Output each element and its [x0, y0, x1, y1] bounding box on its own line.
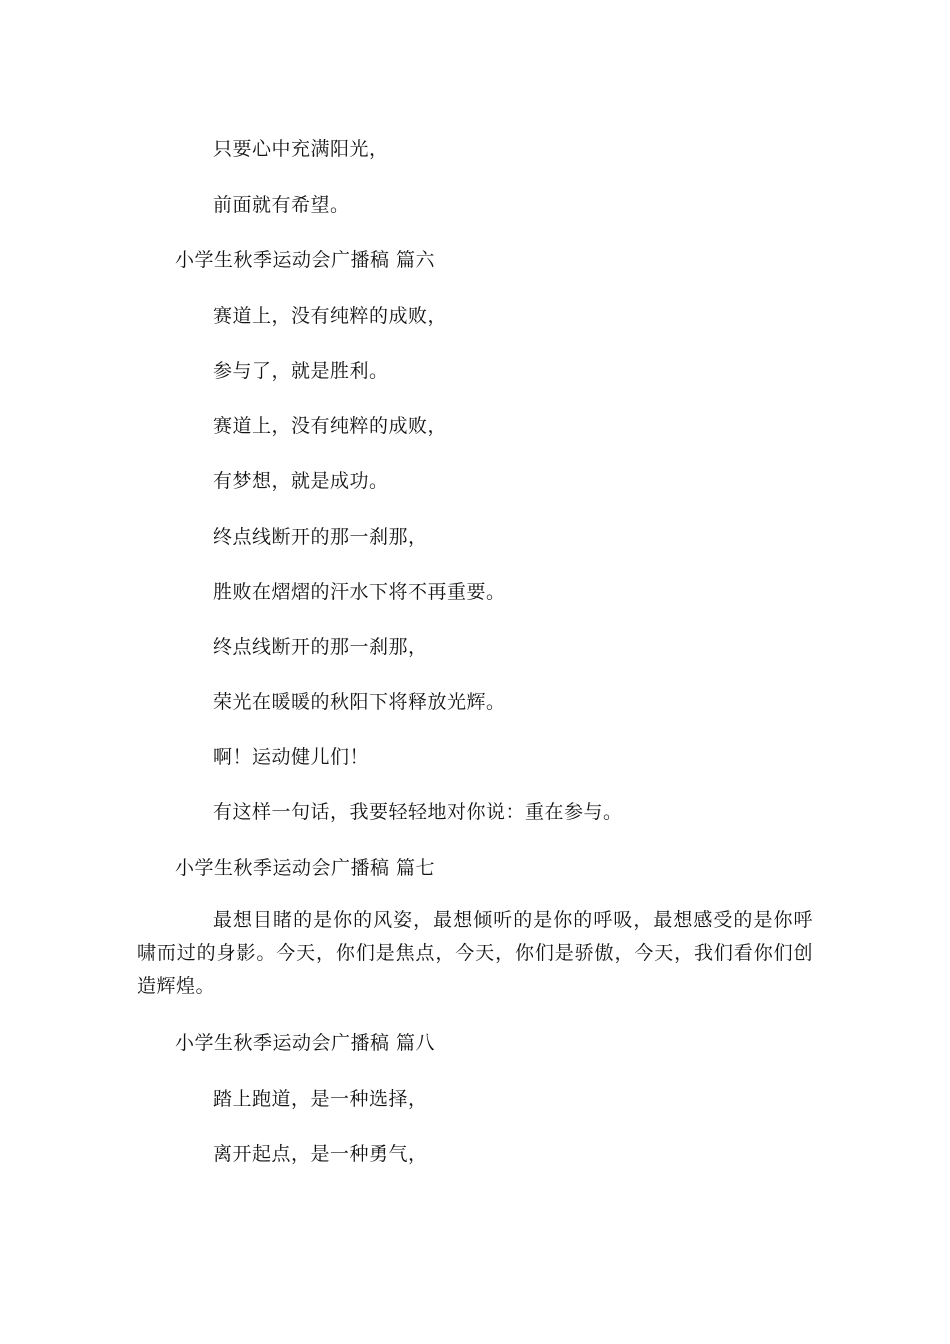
section-heading-7: 小学生秋季运动会广播稿 篇七: [175, 857, 436, 879]
paragraph: 最想目睹的是你的风姿，最想倾听的是你的呼吸，最想感受的是你呼啸而过的身影。今天，你们是焦点，今天，你们是骄傲，今天，我们看你们创造辉煌。: [137, 909, 813, 997]
poem-line: 荣光在暖暖的秋阳下将释放光辉。: [213, 691, 506, 713]
poem-line: 终点线断开的那一刹那，: [213, 636, 428, 658]
poem-line: 啊！运动健儿们！: [213, 746, 370, 768]
section-heading-6: 小学生秋季运动会广播稿 篇六: [175, 249, 436, 271]
section-heading-8: 小学生秋季运动会广播稿 篇八: [175, 1032, 436, 1054]
poem-line: 只要心中充满阳光，: [213, 138, 389, 160]
poem-line: 前面就有希望。: [213, 194, 350, 216]
poem-line: 踏上跑道，是一种选择，: [213, 1088, 428, 1110]
poem-line: 赛道上，没有纯粹的成败，: [213, 305, 448, 327]
poem-line: 胜败在熠熠的汗水下将不再重要。: [213, 581, 506, 603]
poem-line: 赛道上，没有纯粹的成败，: [213, 415, 448, 437]
poem-line: 有梦想，就是成功。: [213, 470, 389, 492]
poem-line: 离开起点，是一种勇气，: [213, 1143, 428, 1165]
poem-line: 终点线断开的那一刹那，: [213, 526, 428, 548]
poem-line: 参与了，就是胜利。: [213, 360, 389, 382]
poem-line: 有这样一句话，我要轻轻地对你说：重在参与。: [213, 801, 623, 823]
